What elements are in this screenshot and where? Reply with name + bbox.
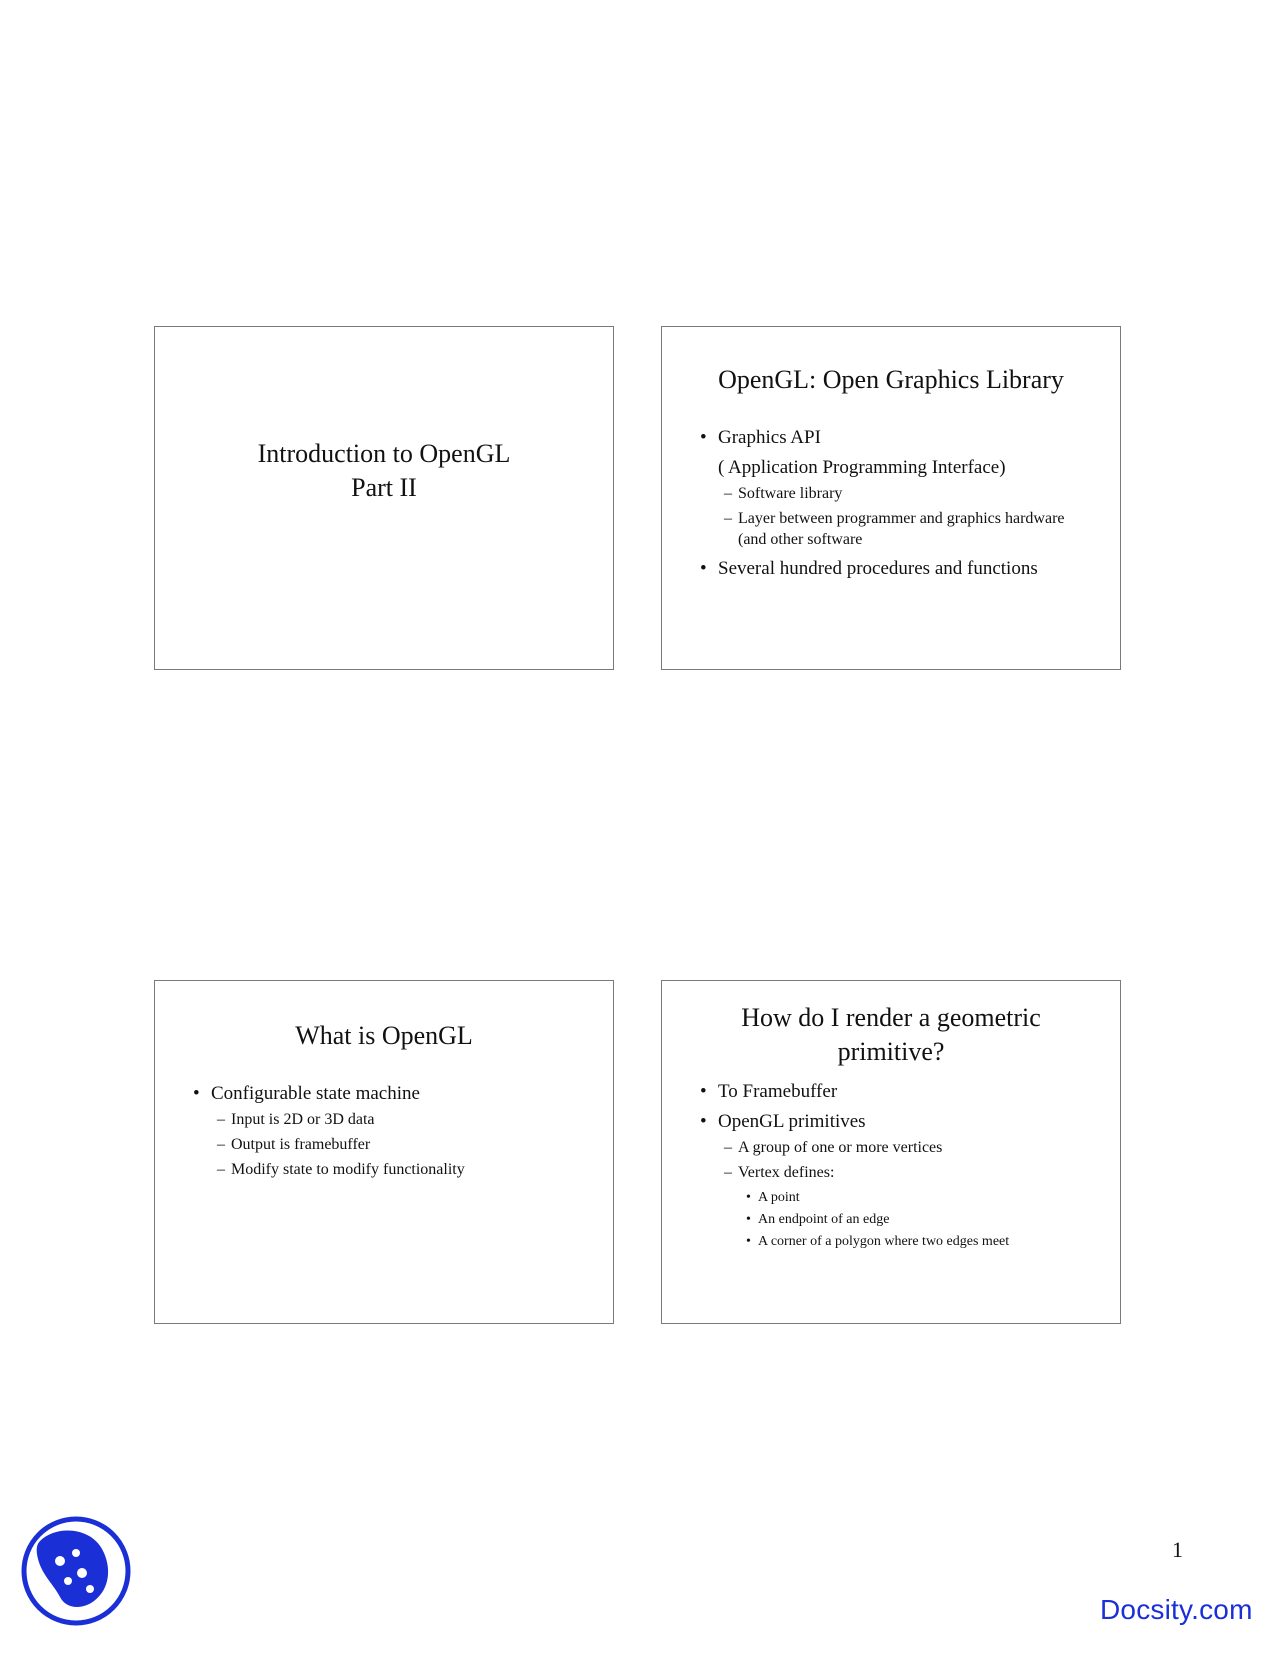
sub-bullet-text: Modify state to modify functionality [231,1161,465,1178]
sub-bullet [662,1162,1120,1183]
bullet-text: Graphics API [718,427,821,448]
sub-bullet-text: Input is 2D or 3D data [231,1111,375,1128]
docsity-brand-link[interactable]: Docsity.com [1100,1594,1253,1625]
sub-bullet [155,1134,613,1155]
sub-sub-bullet [662,1209,1120,1231]
bullet [155,1079,613,1109]
sub-bullet-text: Output is framebuffer [231,1136,371,1153]
slide-2-bullets [662,423,1120,584]
sub-bullet-text: A group of one or more vertices [738,1139,943,1156]
slide-4-title-line-1: How do I render a geometric [741,1003,1041,1032]
sub-bullet [155,1109,613,1130]
sub-bullet-dash: – [724,485,732,502]
sub-bullet [662,508,1068,550]
sub-sub-bullet-text: A point [758,1190,800,1205]
slide-4-title-line-2: primitive? [837,1037,945,1066]
bullet-text: Several hundred procedures and functions [718,558,1038,579]
bullet [662,1077,1120,1107]
sub-bullet [662,1137,1120,1158]
bullet [662,554,1120,584]
slide-3 [154,980,614,1324]
slide-4-title [672,1001,1110,1069]
sub-sub-bullet-dot: • [746,1190,751,1205]
bullet-dot: • [700,427,707,448]
bullet-text: OpenGL primitives [718,1111,866,1132]
bullet-dot: • [700,558,707,579]
slide-4-bullets [662,1077,1120,1253]
sub-sub-bullet-text: A corner of a polygon where two edges meet [758,1234,1010,1249]
bullet-text: To Framebuffer [718,1081,838,1102]
sub-bullet [662,483,1120,504]
sub-sub-bullet [662,1231,1120,1253]
bullet [662,423,1120,453]
sub-bullet-dash: – [217,1136,225,1153]
bullet-dot: • [193,1083,200,1104]
slide-1-title-line-2: Part II [351,473,417,502]
docsity-logo-icon[interactable] [20,1515,132,1627]
bullet-dot: • [700,1111,707,1132]
page-number: 1 [1172,1537,1183,1562]
slide-1 [154,326,614,670]
sub-bullet-dash: – [724,510,732,527]
slide-1-title [155,437,613,505]
sub-sub-bullet-dot: • [746,1234,751,1249]
bullet-dot: • [700,1081,707,1102]
bullet-text: Configurable state machine [211,1083,420,1104]
slide-2-title: OpenGL: Open Graphics Library [718,365,1064,394]
bullet-continuation: ( Application Programming Interface) [718,457,1006,478]
slide-4 [661,980,1121,1324]
sub-bullet-dash: – [724,1139,732,1156]
sub-bullet-text: Layer between programmer and graphics hardware (and other software [738,510,1065,548]
sub-bullet-dash: – [217,1111,225,1128]
sub-sub-bullet-text: An endpoint of an edge [758,1212,890,1227]
sub-bullet-dash: – [217,1161,225,1178]
slide-3-title: What is OpenGL [295,1021,473,1050]
sub-bullet-text: Vertex defines: [738,1164,835,1181]
sub-sub-bullet-dot: • [746,1212,751,1227]
sub-bullet-text: Software library [738,485,843,502]
sub-bullet [155,1159,613,1180]
slide-2 [661,326,1121,670]
sub-sub-bullet [662,1187,1120,1209]
bullet [662,1107,1120,1137]
slide-1-title-line-1: Introduction to OpenGL [257,439,511,468]
slide-3-bullets [155,1079,613,1184]
sub-bullet-dash: – [724,1164,732,1181]
